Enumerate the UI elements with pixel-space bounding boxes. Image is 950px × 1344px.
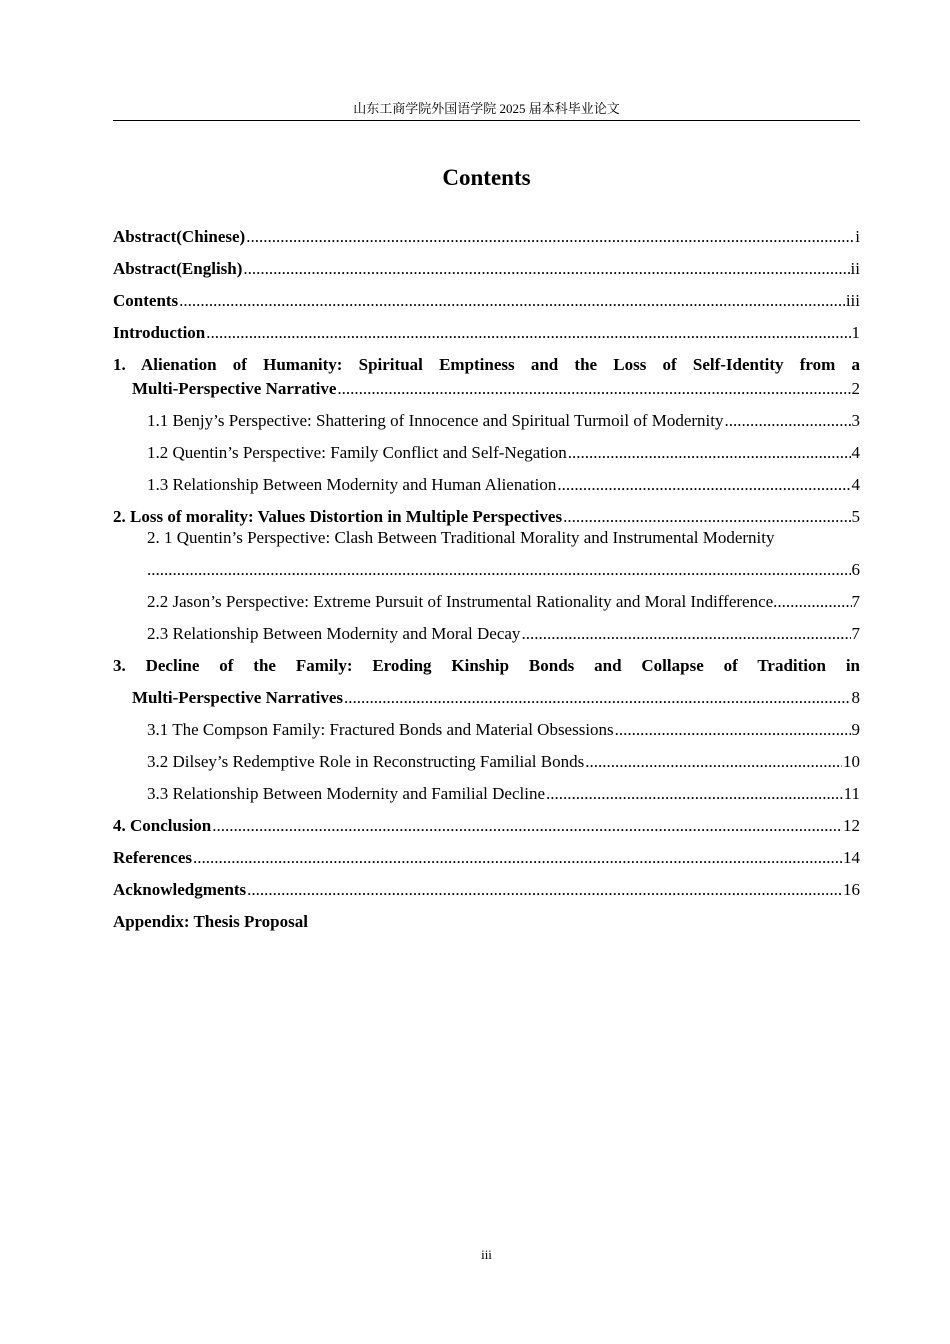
toc-entry-chapter-1[interactable]: 1. Alienation of Humanity: Spiritual Emptiness and the Loss of Self-Identity from a Multi-Perspective Narrative ..... 2 [113, 353, 860, 401]
toc-entry-abstract-english[interactable]: Abstract(English) ..... ii [113, 257, 860, 281]
toc-entry-3-1[interactable]: 3.1 The Compson Family: Fractured Bonds and Material Obsessions ..... 9 [113, 718, 860, 742]
toc-entry-1-3[interactable]: 1.3 Relationship Between Modernity and Human Alienation ..... 4 [113, 473, 860, 497]
toc-entry-acknowledgments[interactable]: Acknowledgments ..... 16 [113, 878, 860, 902]
page-number: iii [481, 1247, 492, 1262]
toc-entry-conclusion[interactable]: 4. Conclusion ..... 12 [113, 814, 860, 838]
toc-chapter-3-line-1: 3. Decline of the Family: Eroding Kinship Bonds and Collapse of Tradition in [113, 656, 860, 675]
toc-entry-chapter-2[interactable]: 2. Loss of morality: Values Distortion in Multiple Perspectives ..... 5 [113, 505, 860, 529]
toc-entry-references[interactable]: References ..... 14 [113, 846, 860, 870]
toc-entry-abstract-chinese[interactable]: Abstract(Chinese) ..... i [113, 225, 860, 249]
toc-entry-contents[interactable]: Contents ..... iii [113, 289, 860, 313]
toc-entry-1-2[interactable]: 1.2 Quentin’s Perspective: Family Conflict and Self-Negation ..... 4 [113, 441, 860, 465]
toc-entry-chapter-3[interactable]: 3. Decline of the Family: Eroding Kinship Bonds and Collapse of Tradition in Multi-Perspective Narratives ..... 8 [113, 654, 860, 710]
toc-entry-2-1[interactable]: 2. 1 Quentin’s Perspective: Clash Between Traditional Morality and Instrumental Modernity ..... 6 [113, 526, 860, 582]
table-of-contents [113, 225, 860, 934]
toc-entry-3-3[interactable]: 3.3 Relationship Between Modernity and Familial Decline ..... 11 [113, 782, 860, 806]
header-rule [113, 120, 860, 121]
toc-entry-1-1[interactable]: 1.1 Benjy’s Perspective: Shattering of Innocence and Spiritual Turmoil of Modernity ..... 3 [113, 409, 860, 433]
toc-entry-2-1-line-1: 2. 1 Quentin’s Perspective: Clash Between Traditional Morality and Instrumental Modernity [147, 528, 775, 547]
toc-chapter-3-line-2: Multi-Perspective Narratives [132, 688, 343, 707]
running-header: 山东工商学院外国语学院 2025 届本科毕业论文 [353, 101, 620, 116]
page-title: Contents [442, 165, 531, 190]
toc-entry-2-2[interactable]: 2.2 Jason’s Perspective: Extreme Pursuit of Instrumental Rationality and Moral Indifference ..... 7 [113, 590, 860, 614]
toc-entry-3-2[interactable]: 3.2 Dilsey’s Redemptive Role in Reconstructing Familial Bonds ..... 10 [113, 750, 860, 774]
toc-entry-introduction[interactable]: Introduction ..... 1 [113, 321, 860, 345]
toc-chapter-1-line-1: 1. Alienation of Humanity: Spiritual Emptiness and the Loss of Self-Identity from a [113, 355, 860, 374]
toc-entry-2-3[interactable]: 2.3 Relationship Between Modernity and Moral Decay ..... 7 [113, 622, 860, 646]
toc-chapter-1-line-2: Multi-Perspective Narrative [132, 379, 337, 398]
toc-entry-appendix[interactable]: Appendix: Thesis Proposal [113, 912, 308, 931]
